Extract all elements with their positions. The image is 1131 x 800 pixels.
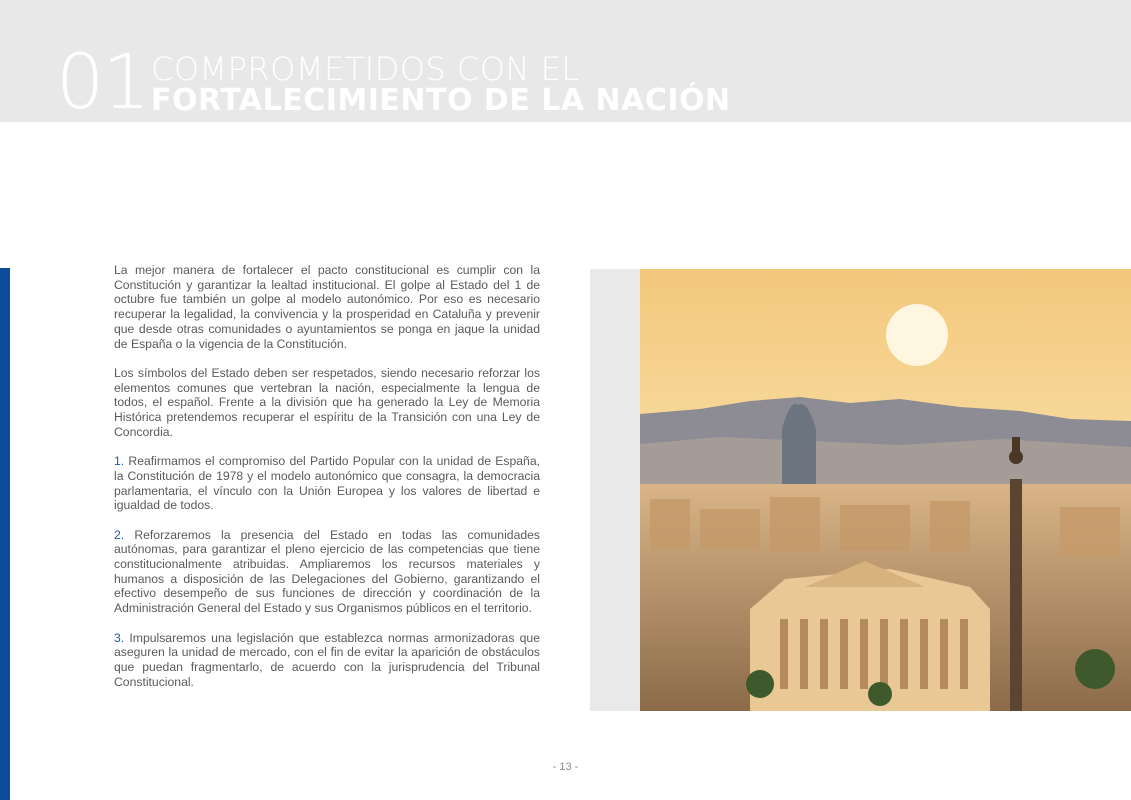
item-text: Impulsaremos una legislación que establezca normas armonizadoras que aseguren la unidad de mercado, con el fin de evitar la aparición de obstáculos que puedan fragmentarlo, de acuerdo con la jurisprudencia del Tribunal Constitucional. — [114, 630, 540, 689]
paragraph: Los símbolos del Estado deben ser respetados, siendo necesario reforzar los elementos comunes que vertebran la nación, especialmente la lengua de todos, el español. Frente a la división que ha generado la Ley de Memoria Histórica pretendemos recuperar el espíritu de la Transición con una Ley de Concordia. — [114, 365, 540, 439]
numbered-item — [114, 528, 540, 616]
accent-side-bar — [0, 268, 10, 800]
numbered-item — [114, 631, 540, 690]
body-text — [114, 263, 540, 704]
numbered-item — [114, 454, 540, 513]
paragraph: La mejor manera de fortalecer el pacto constitucional es cumplir con la Constitución y garantizar la lealtad institucional. El golpe al Estado del 1 de octubre fue también un golpe al modelo autonómico. Por eso es necesario recuperar la legalidad, la convivencia y la prosperidad en Cataluña y prevenir que desde otras comunidades o ayuntamientos se ponga en jaque la unidad de España o la vigencia de la Constitución. — [114, 263, 540, 351]
page-number: - 13 - — [552, 761, 579, 773]
city-photo — [640, 269, 1131, 711]
sun — [886, 304, 948, 366]
columbus-column — [1010, 479, 1022, 711]
item-text: Reforzaremos la presencia del Estado en todas las comunidades autónomas, para garantizar el pleno ejercicio de las competencias que tiene constitucionalmente atribuidas. Ampliaremos los recursos materiales y humanos a disposición de las Delegaciones del Gobierno, garantizando el efectivo desempeño de sus funciones de dirección y coordinación de la Administración General del Estado y sus Organismos públicos en el territorio. — [114, 527, 541, 616]
chapter-title-line1: COMPROMETIDOS CON EL — [151, 50, 580, 88]
item-number: 2. — [114, 527, 125, 542]
item-number: 1. — [114, 454, 125, 469]
chapter-number: 01 — [56, 37, 149, 126]
item-number: 3. — [114, 630, 125, 645]
chapter-title-line2: FORTALECIMIENTO DE LA NACIÓN — [151, 83, 731, 118]
item-text: Reafirmamos el compromiso del Partido Popular con la unidad de España, la Constitución de 1978 y el modelo autonómico que consagra, la democracia parlamentaria, el vínculo con la Unión Europea y los valores de libertad e igualdad de todos. — [114, 454, 540, 513]
